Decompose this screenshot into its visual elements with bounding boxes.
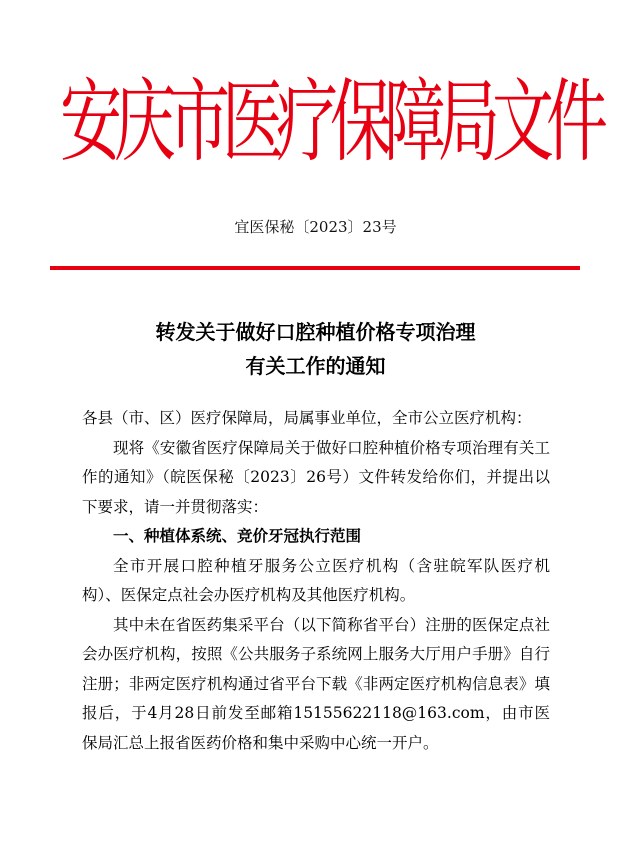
document-body: [82, 404, 550, 758]
notice-title: [0, 315, 631, 383]
masthead-title: 安庆市医疗保障局文件: [60, 68, 601, 175]
notice-title-line2: 有关工作的通知: [245, 354, 386, 378]
salutation: 各县（市、区）医疗保障局，局属事业单位，全市公立医疗机构：: [82, 409, 532, 427]
scope-paragraph: 全市开展口腔种植牙服务公立医疗机构（含驻皖军队医疗机构）、医保定点社会办医疗机构及其他医疗机构。: [82, 556, 550, 604]
registration-paragraph: 其中未在省医药集采平台（以下简称省平台）注册的医保定点社会办医疗机构，按照《公共服务子系统网上服务大厅用户手册》自行注册；非两定医疗机构通过省平台下载《非两定医疗机构信息表》填报后，于4月28日前发至邮箱15155622118@163.com，由市医保局汇总上报省医药价格和集中采购中心统一开户。: [82, 615, 550, 752]
red-divider: [50, 266, 580, 270]
intro-paragraph: 现将《安徽省医疗保障局关于做好口腔种植价格专项治理有关工作的通知》（皖医保秘〔2023〕26号）文件转发给你们，并提出以下要求，请一并贯彻落实：: [82, 438, 550, 516]
document-number: 宜医保秘〔2023〕23号: [234, 218, 397, 236]
section-heading: 一、种植体系统、竞价牙冠执行范围: [113, 527, 362, 545]
notice-title-line1: 转发关于做好口腔种植价格专项治理: [155, 320, 476, 344]
